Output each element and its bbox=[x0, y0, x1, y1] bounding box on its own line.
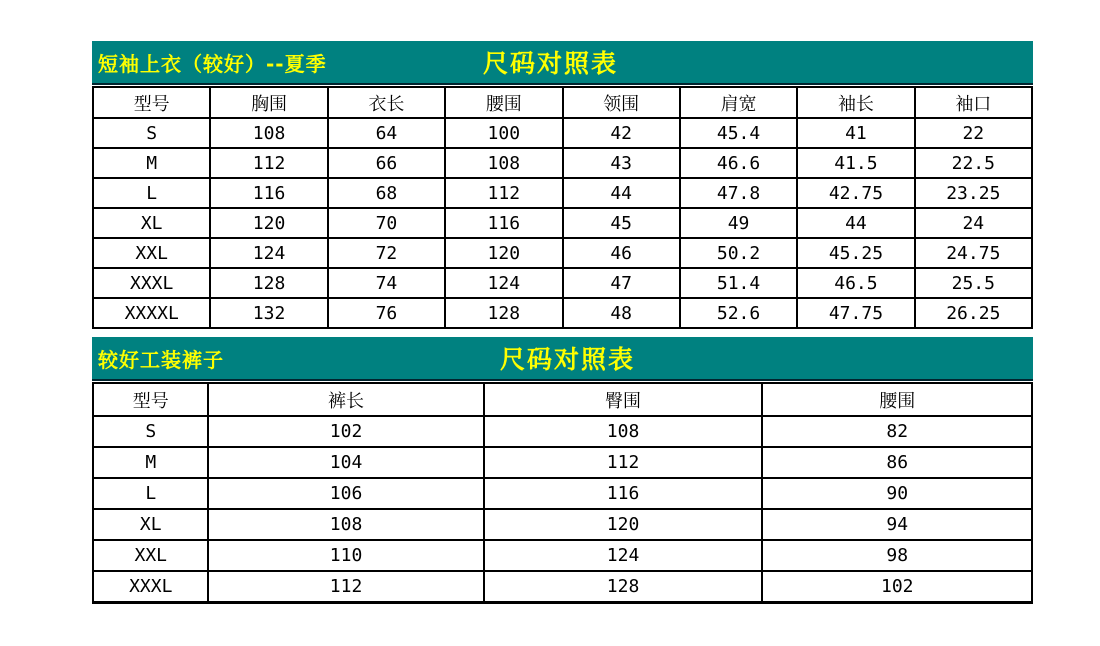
header-row bbox=[93, 383, 1032, 416]
measurement-cell: 124 bbox=[445, 268, 562, 298]
measurement-cell: 108 bbox=[445, 148, 562, 178]
measurement-cell: 82 bbox=[762, 416, 1032, 447]
measurement-cell: 132 bbox=[210, 298, 327, 328]
measurement-cell: 108 bbox=[208, 509, 483, 540]
measurement-cell: 64 bbox=[328, 118, 445, 148]
size-label-cell: S bbox=[93, 416, 208, 447]
measurement-cell: 90 bbox=[762, 478, 1032, 509]
measurement-cell: 104 bbox=[208, 447, 483, 478]
column-header: 袖长 bbox=[797, 87, 914, 118]
pants-size-chart-table bbox=[92, 382, 1033, 604]
size-label-cell: XXL bbox=[93, 238, 210, 268]
measurement-cell: 43 bbox=[563, 148, 680, 178]
measurement-cell: 48 bbox=[563, 298, 680, 328]
measurement-cell: 46.5 bbox=[797, 268, 914, 298]
measurement-cell: 26.25 bbox=[915, 298, 1032, 328]
measurement-cell: 124 bbox=[484, 540, 763, 571]
size-label-cell: XXL bbox=[93, 540, 208, 571]
size-label-cell: M bbox=[93, 447, 208, 478]
pants-size-chart-subtitle: 尺码对照表 bbox=[500, 345, 636, 374]
column-header: 肩宽 bbox=[680, 87, 797, 118]
measurement-cell: 45.4 bbox=[680, 118, 797, 148]
measurement-cell: 45 bbox=[563, 208, 680, 238]
measurement-cell: 74 bbox=[328, 268, 445, 298]
table-row bbox=[93, 540, 1032, 571]
table-gap bbox=[92, 329, 1033, 337]
measurement-cell: 116 bbox=[484, 478, 763, 509]
measurement-cell: 98 bbox=[762, 540, 1032, 571]
measurement-cell: 25.5 bbox=[915, 268, 1032, 298]
pants-size-chart-title: 较好工装裤子 bbox=[98, 347, 224, 372]
table-row bbox=[93, 416, 1032, 447]
measurement-cell: 112 bbox=[445, 178, 562, 208]
measurement-cell: 124 bbox=[210, 238, 327, 268]
measurement-cell: 66 bbox=[328, 148, 445, 178]
top-size-chart-subtitle: 尺码对照表 bbox=[483, 49, 619, 78]
measurement-cell: 108 bbox=[484, 416, 763, 447]
table-row bbox=[93, 571, 1032, 602]
size-chart-sheet bbox=[92, 41, 1033, 604]
size-label-cell: L bbox=[93, 478, 208, 509]
measurement-cell: 106 bbox=[208, 478, 483, 509]
pants-size-chart-header-band bbox=[92, 337, 1033, 381]
table-row bbox=[93, 238, 1032, 268]
column-header: 裤长 bbox=[208, 383, 483, 416]
measurement-cell: 108 bbox=[210, 118, 327, 148]
measurement-cell: 128 bbox=[210, 268, 327, 298]
measurement-cell: 47.8 bbox=[680, 178, 797, 208]
measurement-cell: 94 bbox=[762, 509, 1032, 540]
measurement-cell: 52.6 bbox=[680, 298, 797, 328]
measurement-cell: 112 bbox=[208, 571, 483, 602]
measurement-cell: 120 bbox=[210, 208, 327, 238]
measurement-cell: 49 bbox=[680, 208, 797, 238]
table-row bbox=[93, 178, 1032, 208]
measurement-cell: 44 bbox=[797, 208, 914, 238]
measurement-cell: 116 bbox=[210, 178, 327, 208]
top-size-chart-table bbox=[92, 86, 1033, 329]
measurement-cell: 50.2 bbox=[680, 238, 797, 268]
column-header: 衣长 bbox=[328, 87, 445, 118]
measurement-cell: 41 bbox=[797, 118, 914, 148]
table-row bbox=[93, 447, 1032, 478]
header-row bbox=[93, 87, 1032, 118]
column-header: 腰围 bbox=[445, 87, 562, 118]
table-row bbox=[93, 478, 1032, 509]
top-size-chart-header-band bbox=[92, 41, 1033, 85]
measurement-cell: 41.5 bbox=[797, 148, 914, 178]
top-size-chart-title: 短袖上衣（较好）--夏季 bbox=[98, 51, 327, 76]
size-label-cell: L bbox=[93, 178, 210, 208]
column-header: 腰围 bbox=[762, 383, 1032, 416]
column-header: 胸围 bbox=[210, 87, 327, 118]
measurement-cell: 42.75 bbox=[797, 178, 914, 208]
size-label-cell: S bbox=[93, 118, 210, 148]
size-label-cell: XL bbox=[93, 208, 210, 238]
size-label-cell: M bbox=[93, 148, 210, 178]
measurement-cell: 68 bbox=[328, 178, 445, 208]
column-header: 型号 bbox=[93, 383, 208, 416]
measurement-cell: 47.75 bbox=[797, 298, 914, 328]
table-row bbox=[93, 268, 1032, 298]
column-header: 领围 bbox=[563, 87, 680, 118]
measurement-cell: 102 bbox=[208, 416, 483, 447]
measurement-cell: 24.75 bbox=[915, 238, 1032, 268]
measurement-cell: 112 bbox=[210, 148, 327, 178]
measurement-cell: 120 bbox=[445, 238, 562, 268]
table-row bbox=[93, 118, 1032, 148]
size-label-cell: XXXL bbox=[93, 268, 210, 298]
measurement-cell: 22 bbox=[915, 118, 1032, 148]
measurement-cell: 100 bbox=[445, 118, 562, 148]
measurement-cell: 102 bbox=[762, 571, 1032, 602]
measurement-cell: 22.5 bbox=[915, 148, 1032, 178]
measurement-cell: 76 bbox=[328, 298, 445, 328]
measurement-cell: 120 bbox=[484, 509, 763, 540]
measurement-cell: 86 bbox=[762, 447, 1032, 478]
table-row bbox=[93, 509, 1032, 540]
measurement-cell: 23.25 bbox=[915, 178, 1032, 208]
measurement-cell: 116 bbox=[445, 208, 562, 238]
measurement-cell: 51.4 bbox=[680, 268, 797, 298]
measurement-cell: 128 bbox=[445, 298, 562, 328]
measurement-cell: 24 bbox=[915, 208, 1032, 238]
measurement-cell: 70 bbox=[328, 208, 445, 238]
table-row bbox=[93, 298, 1032, 328]
measurement-cell: 46 bbox=[563, 238, 680, 268]
table-row bbox=[93, 208, 1032, 238]
measurement-cell: 110 bbox=[208, 540, 483, 571]
measurement-cell: 47 bbox=[563, 268, 680, 298]
table-row bbox=[93, 148, 1032, 178]
measurement-cell: 42 bbox=[563, 118, 680, 148]
size-label-cell: XL bbox=[93, 509, 208, 540]
size-label-cell: XXXL bbox=[93, 571, 208, 602]
measurement-cell: 112 bbox=[484, 447, 763, 478]
column-header: 臀围 bbox=[484, 383, 763, 416]
column-header: 袖口 bbox=[915, 87, 1032, 118]
column-header: 型号 bbox=[93, 87, 210, 118]
measurement-cell: 44 bbox=[563, 178, 680, 208]
measurement-cell: 46.6 bbox=[680, 148, 797, 178]
size-label-cell: XXXXL bbox=[93, 298, 210, 328]
measurement-cell: 45.25 bbox=[797, 238, 914, 268]
measurement-cell: 128 bbox=[484, 571, 763, 602]
measurement-cell: 72 bbox=[328, 238, 445, 268]
